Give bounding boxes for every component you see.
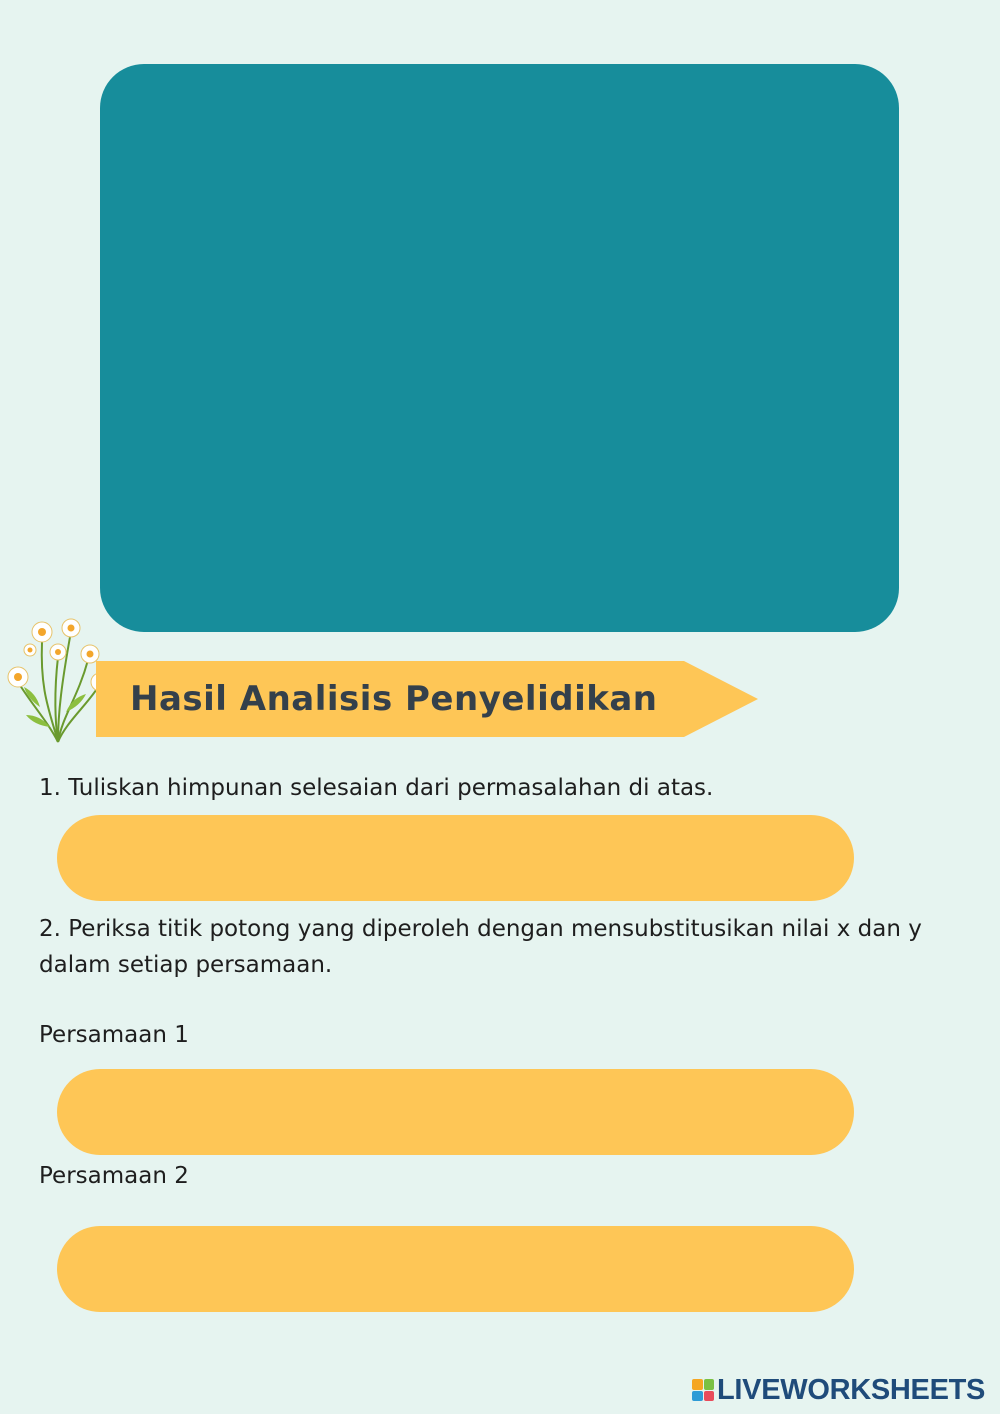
- liveworksheets-logo: [692, 1374, 985, 1406]
- question-1-text: 1. Tuliskan himpunan selesaian dari permasalahan di atas.: [39, 775, 714, 801]
- equation-1-label: Persamaan 1: [39, 1022, 189, 1048]
- section-banner: [96, 661, 760, 737]
- equation-2-label: Persamaan 2: [39, 1163, 189, 1189]
- section-title: Hasil Analisis Penyelidikan: [130, 679, 658, 719]
- answer-field-equation-2[interactable]: [57, 1226, 854, 1312]
- image-placeholder-panel: [100, 64, 899, 632]
- logo-text: LIVEWORKSHEETS: [717, 1374, 986, 1406]
- liveworksheets-logo-icon: [692, 1379, 714, 1401]
- question-2-text: 2. Periksa titik potong yang diperoleh dengan mensubstitusikan nilai x dan y dalam setiap persamaan.: [39, 916, 922, 978]
- answer-field-1[interactable]: [57, 815, 854, 901]
- answer-field-equation-1[interactable]: [57, 1069, 854, 1155]
